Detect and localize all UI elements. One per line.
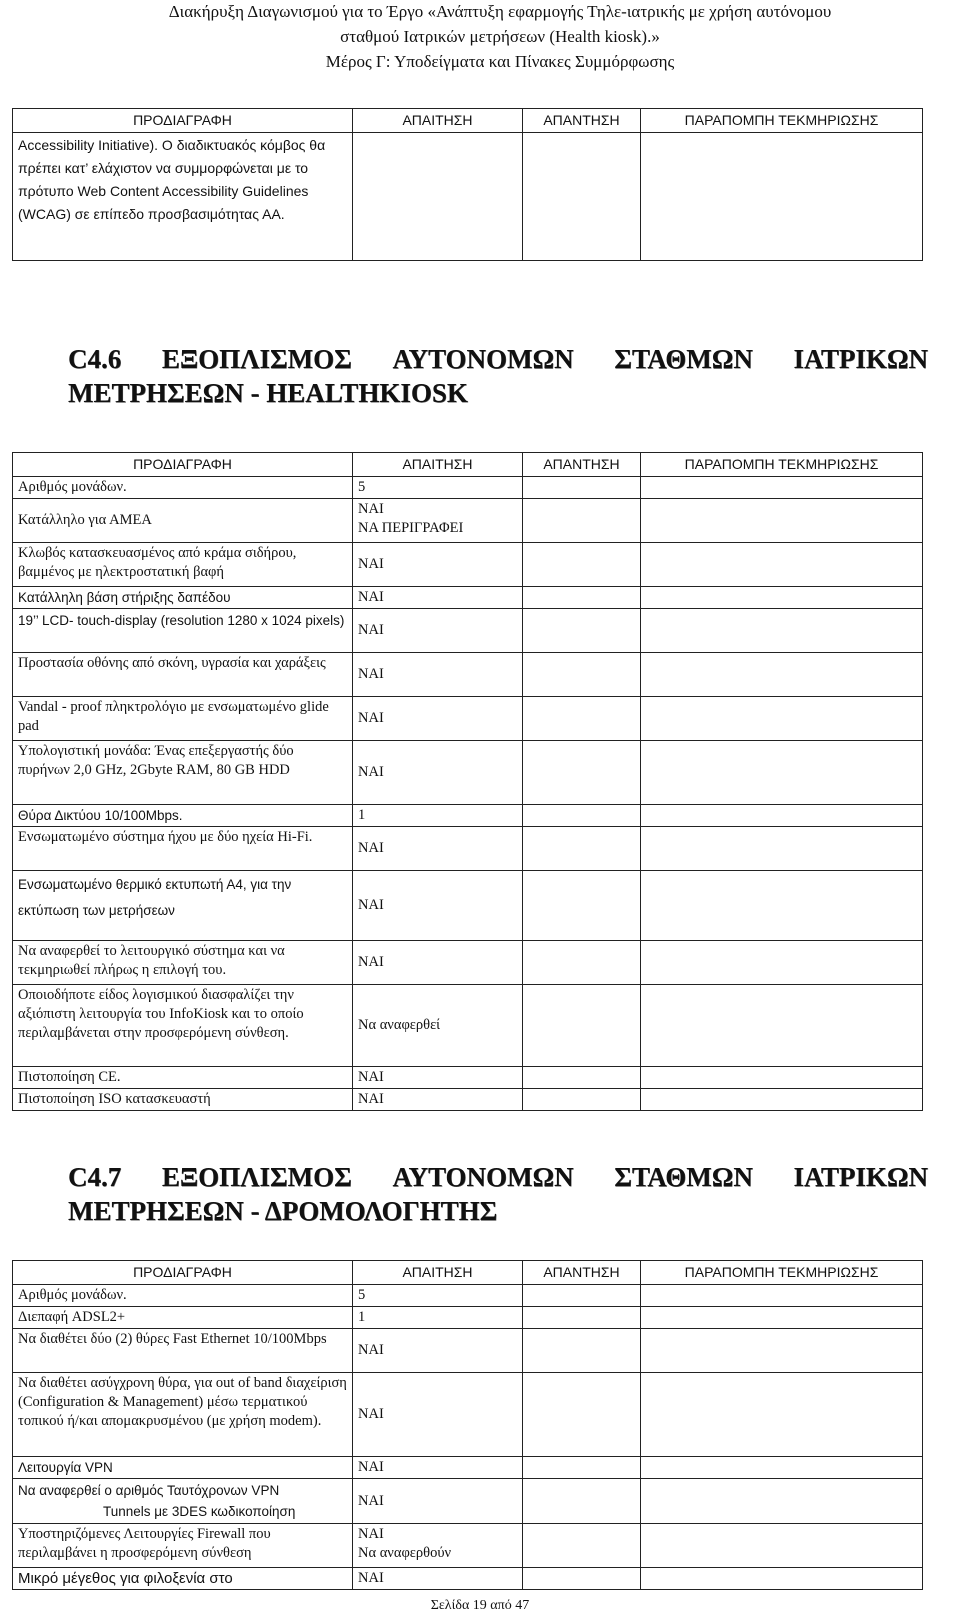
- table-row: [13, 941, 923, 985]
- table-row: [13, 827, 923, 871]
- spec-line: Tunnels με 3DES κωδικοποίηση: [103, 1504, 296, 1519]
- ans-cell: [523, 499, 641, 543]
- req-cell: ΝΑΙ: [353, 741, 523, 805]
- ans-cell: [523, 1479, 641, 1524]
- spec-cell: Να αναφερθεί το λειτουργικό σύστημα και να τεκμηριωθεί πλήρως η επιλογή του.: [13, 941, 353, 985]
- table-row: [13, 1089, 923, 1111]
- req-cell: ΝΑΙ ΝΑ ΠΕΡΙΓΡΑΦΕΙ: [353, 499, 523, 543]
- ans-cell: [523, 827, 641, 871]
- heading-line-2: ΜΕΤΡΗΣΕΩΝ - HEALTHKIOSK: [68, 378, 468, 408]
- heading-word: ΙΑΤΡΙΚΩΝ: [793, 1162, 928, 1192]
- section-heading-c4-7: [68, 1160, 928, 1228]
- spec-cell: Αριθμός μονάδων.: [13, 477, 353, 499]
- table-row: [13, 871, 923, 941]
- col-header-req: ΑΠΑΙΤΗΣΗ: [353, 453, 523, 477]
- ref-cell: [641, 741, 923, 805]
- heading-word: ΕΞΟΠΛΙΣΜΟΣ: [161, 1162, 352, 1192]
- ref-cell: [641, 1524, 923, 1568]
- compliance-table-continuation: [12, 108, 923, 261]
- ref-cell: [641, 133, 923, 261]
- spec-cell: Ενσωματωμένο θερμικό εκτυπωτή Α4, για την εκτύπωση των μετρήσεων: [13, 871, 353, 941]
- ans-cell: [523, 133, 641, 261]
- ans-cell: [523, 871, 641, 941]
- table-row: [13, 1067, 923, 1089]
- table-row: [13, 609, 923, 653]
- compliance-table-healthkiosk: [12, 452, 923, 1111]
- ans-cell: [523, 1329, 641, 1373]
- col-header-ans: ΑΠΑΝΤΗΣΗ: [523, 1261, 641, 1285]
- col-header-ans: ΑΠΑΝΤΗΣΗ: [523, 453, 641, 477]
- ref-cell: [641, 499, 923, 543]
- heading-word: ΣΤΑΘΜΩΝ: [614, 344, 753, 374]
- page-number: Σελίδα 19 από 47: [430, 1598, 530, 1613]
- ref-cell: [641, 1285, 923, 1307]
- table-header-row: [13, 1261, 923, 1285]
- spec-cell: Κατάλληλη βάση στήριξης δαπέδου: [13, 587, 353, 609]
- req-cell: ΝΑΙ: [353, 609, 523, 653]
- ans-cell: [523, 697, 641, 741]
- spec-line: Να αναφερθεί ο αριθμός Ταυτόχρονων VPN: [18, 1483, 280, 1498]
- req-cell: ΝΑΙ: [353, 543, 523, 587]
- spec-cell: Διεπαφή ADSL2+: [13, 1307, 353, 1329]
- spec-cell: Οποιοδήποτε είδος λογισμικού διασφαλίζει την αξιόπιστη λειτουργία του InfoKiosk και το οποίο περιλαμβάνεται στην προσφερόμενη σύνθεση.: [13, 985, 353, 1067]
- req-cell: ΝΑΙ: [353, 1568, 523, 1590]
- table-row: [13, 805, 923, 827]
- col-header-ans: ΑΠΑΝΤΗΣΗ: [523, 109, 641, 133]
- spec-cell: Υποστηριζόμενες Λειτουργίες Firewall που περιλαμβάνει η προσφερόμενη σύνθεση: [13, 1524, 353, 1568]
- ans-cell: [523, 609, 641, 653]
- ans-cell: [523, 1568, 641, 1590]
- col-header-req: ΑΠΑΙΤΗΣΗ: [353, 109, 523, 133]
- table-row: [13, 499, 923, 543]
- section-heading-c4-6: [68, 342, 928, 410]
- req-cell: ΝΑΙ: [353, 871, 523, 941]
- section-number: C4.7: [68, 1162, 122, 1192]
- ref-cell: [641, 697, 923, 741]
- heading-word: ΕΞΟΠΛΙΣΜΟΣ: [161, 344, 352, 374]
- ans-cell: [523, 1524, 641, 1568]
- ans-cell: [523, 477, 641, 499]
- table-row: [13, 477, 923, 499]
- table-row: [13, 543, 923, 587]
- ref-cell: [641, 609, 923, 653]
- ans-cell: [523, 741, 641, 805]
- table-row: [13, 1479, 923, 1524]
- spec-cell: Accessibility Initiative). Ο διαδικτυακός κόμβος θα πρέπει κατ’ ελάχιστον να συμμορφώνεται με το πρότυπο Web Content Accessibility Guidelines (WCAG) σε επίπεδο προσβασιμότητας ΑΑ.: [13, 133, 353, 261]
- ans-cell: [523, 1307, 641, 1329]
- spec-cell: Αριθμός μονάδων.: [13, 1285, 353, 1307]
- table-row: [13, 1457, 923, 1479]
- ref-cell: [641, 587, 923, 609]
- spec-cell: Να διαθέτει ασύγχρονη θύρα, για out of band διαχείριση (Configuration & Management) μέσω τερματικού τοπικού ή/και απομακρυσμένου (με χρήση modem).: [13, 1373, 353, 1457]
- ref-cell: [641, 827, 923, 871]
- req-cell: ΝΑΙ: [353, 1067, 523, 1089]
- req-cell: ΝΑΙ: [353, 653, 523, 697]
- spec-cell: Υπολογιστική μονάδα: Ένας επεξεργαστής δύο πυρήνων 2,0 GHz, 2Gbyte RAM, 80 GB HDD: [13, 741, 353, 805]
- spec-cell: Θύρα Δικτύου 10/100Mbps.: [13, 805, 353, 827]
- table-header-row: [13, 453, 923, 477]
- req-cell: ΝΑΙ: [353, 1373, 523, 1457]
- ans-cell: [523, 1373, 641, 1457]
- table-header-row: [13, 109, 923, 133]
- req-cell: ΝΑΙ: [353, 1479, 523, 1524]
- ref-cell: [641, 1307, 923, 1329]
- table-row: [13, 587, 923, 609]
- ans-cell: [523, 1067, 641, 1089]
- req-cell: ΝΑΙ: [353, 697, 523, 741]
- ans-cell: [523, 805, 641, 827]
- ref-cell: [641, 985, 923, 1067]
- ref-cell: [641, 871, 923, 941]
- req-cell: ΝΑΙ: [353, 1457, 523, 1479]
- heading-word: ΙΑΤΡΙΚΩΝ: [793, 344, 928, 374]
- req-cell: 1: [353, 805, 523, 827]
- table-row: [13, 1524, 923, 1568]
- req-cell: 1: [353, 1307, 523, 1329]
- table-row: [13, 1307, 923, 1329]
- heading-word: ΑΥΤΟΝΟΜΩΝ: [392, 344, 574, 374]
- ans-cell: [523, 543, 641, 587]
- spec-cell: 19’’ LCD- touch-display (resolution 1280 x 1024 pixels): [13, 609, 353, 653]
- req-cell: ΝΑΙ: [353, 1089, 523, 1111]
- req-cell: 5: [353, 1285, 523, 1307]
- col-header-ref: ΠΑΡΑΠΟΜΠΗ ΤΕΚΜΗΡΙΩΣΗΣ: [641, 109, 923, 133]
- ref-cell: [641, 543, 923, 587]
- req-cell: ΝΑΙ Να αναφερθούν: [353, 1524, 523, 1568]
- req-cell: ΝΑΙ: [353, 941, 523, 985]
- ans-cell: [523, 1089, 641, 1111]
- table-row: [13, 1285, 923, 1307]
- spec-cell: Κατάλληλο για ΑΜΕΑ: [13, 499, 353, 543]
- section-number: C4.6: [68, 344, 122, 374]
- ans-cell: [523, 1457, 641, 1479]
- req-cell: [353, 133, 523, 261]
- heading-word: ΣΤΑΘΜΩΝ: [614, 1162, 753, 1192]
- col-header-spec: ΠΡΟΔΙΑΓΡΑΦΗ: [13, 1261, 353, 1285]
- table-row: [13, 133, 923, 261]
- col-header-spec: ΠΡΟΔΙΑΓΡΑΦΗ: [13, 109, 353, 133]
- col-header-ref: ΠΑΡΑΠΟΜΠΗ ΤΕΚΜΗΡΙΩΣΗΣ: [641, 453, 923, 477]
- col-header-req: ΑΠΑΙΤΗΣΗ: [353, 1261, 523, 1285]
- header-line-1: Διακήρυξη Διαγωνισμού για το Έργο «Ανάπτυξη εφαρμογής Τηλε-ιατρικής με χρήση αυτόνομου: [168, 2, 832, 21]
- ref-cell: [641, 1067, 923, 1089]
- heading-line-2: ΜΕΤΡΗΣΕΩΝ - ΔΡΟΜΟΛΟΓΗΤΗΣ: [68, 1196, 498, 1226]
- ref-cell: [641, 941, 923, 985]
- req-cell: Να αναφερθεί: [353, 985, 523, 1067]
- spec-cell: Λειτουργία VPN: [13, 1457, 353, 1479]
- spec-cell: Πιστοποίηση ISO κατασκευαστή: [13, 1089, 353, 1111]
- header-line-3: Μέρος Γ: Υποδείγματα και Πίνακες Συμμόρφωσης: [325, 52, 675, 71]
- ref-cell: [641, 1457, 923, 1479]
- req-cell: ΝΑΙ: [353, 1329, 523, 1373]
- compliance-table-router: [12, 1260, 923, 1590]
- table-row: [13, 985, 923, 1067]
- table-row: [13, 1373, 923, 1457]
- col-header-ref: ΠΑΡΑΠΟΜΠΗ ΤΕΚΜΗΡΙΩΣΗΣ: [641, 1261, 923, 1285]
- ref-cell: [641, 477, 923, 499]
- table-row: [13, 1329, 923, 1373]
- header-line-2: σταθμού Ιατρικών μετρήσεων (Health kiosk).»: [340, 27, 660, 46]
- ref-cell: [641, 1089, 923, 1111]
- ans-cell: [523, 941, 641, 985]
- ref-cell: [641, 1373, 923, 1457]
- spec-cell: Ενσωματωμένο σύστημα ήχου με δύο ηχεία Hi-Fi.: [13, 827, 353, 871]
- spec-cell: Πιστοποίηση CE.: [13, 1067, 353, 1089]
- spec-cell: Μικρό μέγεθος για φιλοξενία στο: [13, 1568, 353, 1590]
- ref-cell: [641, 805, 923, 827]
- req-cell: 5: [353, 477, 523, 499]
- table-row: [13, 697, 923, 741]
- ref-cell: [641, 653, 923, 697]
- table-row: [13, 1568, 923, 1590]
- table-row: [13, 741, 923, 805]
- req-cell: ΝΑΙ: [353, 827, 523, 871]
- ref-cell: [641, 1479, 923, 1524]
- col-header-spec: ΠΡΟΔΙΑΓΡΑΦΗ: [13, 453, 353, 477]
- ref-cell: [641, 1568, 923, 1590]
- heading-word: ΑΥΤΟΝΟΜΩΝ: [392, 1162, 574, 1192]
- spec-cell: Προστασία οθόνης από σκόνη, υγρασία και χαράξεις: [13, 653, 353, 697]
- req-cell: ΝΑΙ: [353, 587, 523, 609]
- spec-cell: Να διαθέτει δύο (2) θύρες Fast Ethernet 10/100Mbps: [13, 1329, 353, 1373]
- ans-cell: [523, 1285, 641, 1307]
- ans-cell: [523, 653, 641, 697]
- ans-cell: [523, 587, 641, 609]
- ans-cell: [523, 985, 641, 1067]
- spec-cell: Vandal - proof πληκτρολόγιο με ενσωματωμένο glide pad: [13, 697, 353, 741]
- spec-cell: [13, 1479, 353, 1524]
- spec-cell: Κλωβός κατασκευασμένος από κράμα σιδήρου, βαμμένος με ηλεκτροστατική βαφή: [13, 543, 353, 587]
- table-row: [13, 653, 923, 697]
- ref-cell: [641, 1329, 923, 1373]
